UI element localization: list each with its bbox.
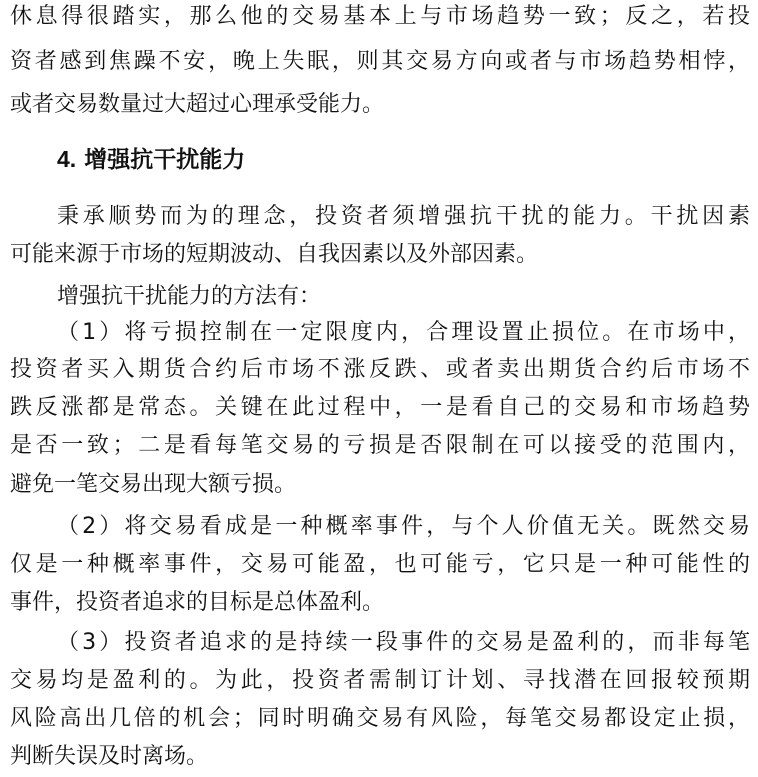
text-line: （2）将交易看成是一种概率事件，与个人价值无关。既然交易 — [57, 514, 750, 539]
text-line: 可能来源于市场的短期波动、自我因素以及外部因素。 — [10, 242, 539, 267]
text-line: 跌反涨都是常态。关键在此过程中，一是看自己的交易和市场趋势 — [10, 395, 750, 420]
methods-intro: 增强抗干扰能力的方法有： — [57, 284, 322, 309]
section-number: 4. — [57, 146, 77, 172]
text-line: 投资者买入期货合约后市场不涨反跌、或者卖出期货合约后市场不 — [10, 357, 750, 382]
text-line: 避免一笔交易出现大额亏损。 — [10, 472, 297, 497]
text-line: 仅是一种概率事件，交易可能盈，也可能亏，它只是一种可能性的 — [10, 552, 750, 577]
text-line: 或者交易数量过大超过心理承受能力。 — [10, 92, 385, 117]
section-title: 增强抗干扰能力 — [84, 147, 246, 173]
text-line: 交易均是盈利的。为此，投资者需制订计划、寻找潜在回报较预期 — [10, 668, 750, 693]
text-line: （1）将亏损控制在一定限度内，合理设置止损位。在市场中， — [57, 320, 750, 345]
text-line: 秉承顺势而为的理念，投资者须增强抗干扰的能力。干扰因素 — [57, 204, 750, 229]
text-line: 休息得很踏实，那么他的交易基本上与市场趋势一致；反之，若投 — [10, 4, 750, 29]
text-line: 风险高出几倍的机会；同时明确交易有风险，每笔交易都设定止损， — [10, 706, 750, 731]
text-line: （3）投资者追求的是持续一段事件的交易是盈利的，而非每笔 — [57, 630, 750, 655]
text-line: 是否一致；二是看每笔交易的亏损是否限制在可以接受的范围内， — [10, 433, 750, 458]
text-line: 判断失误及时离场。 — [10, 744, 209, 769]
text-line: 事件，投资者追求的目标是总体盈利。 — [10, 590, 385, 615]
text-line: 资者感到焦躁不安，晚上失眠，则其交易方向或者与市场趋势相悖， — [10, 49, 750, 74]
section-heading — [57, 143, 245, 176]
